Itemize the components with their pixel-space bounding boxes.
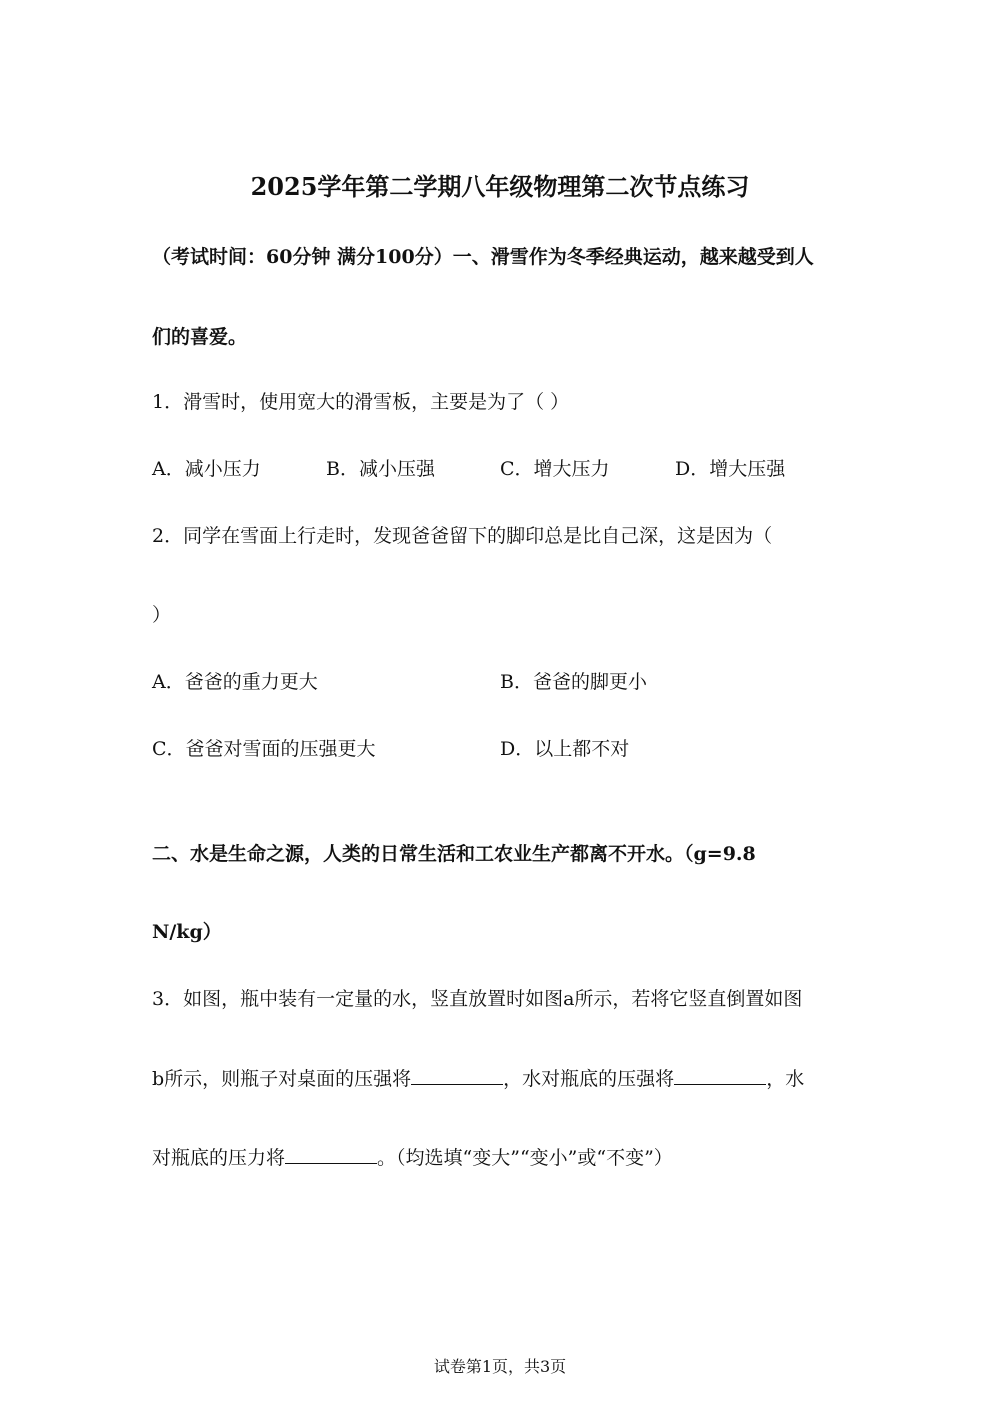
section1-heading-line1: （考试时间：60分钟 满分100分）一、滑雪作为冬季经典运动，越来越受到人 [152, 246, 814, 268]
q3-line3 [152, 1145, 673, 1170]
q3-line2-text-3: ，水 [766, 1068, 805, 1090]
q3-line3-text-1: 对瓶底的压力将 [152, 1147, 286, 1169]
answer-blank-1[interactable] [411, 1066, 503, 1085]
q3-line2-text-2: ，水对瓶底的压强将 [503, 1068, 675, 1090]
page-footer: 试卷第1页，共3页 [433, 1357, 567, 1376]
q2-stem-line2: ） [152, 604, 172, 626]
q1-option-a: A．减小压力 [152, 458, 261, 480]
section2-heading-line1: 二、水是生命之源，人类的日常生活和工农业生产都离不开水。（g=9.8 [152, 843, 756, 865]
q2-stem-line1: 2．同学在雪面上行走时，发现爸爸留下的脚印总是比自己深，这是因为（ [152, 525, 773, 547]
q1-option-d: D．增大压强 [675, 458, 786, 480]
q3-line2-text-1: b所示，则瓶子对桌面的压强将 [152, 1068, 412, 1090]
q3-line2 [152, 1066, 804, 1091]
q1-stem: 1．滑雪时，使用宽大的滑雪板，主要是为了（ ） [152, 391, 570, 413]
section2-heading-line2: N/kg） [152, 921, 222, 943]
answer-blank-3[interactable] [285, 1145, 377, 1164]
q3-line3-text-2: 。（均选填“变大”“变小”或“不变”） [377, 1147, 673, 1169]
q2-option-a: A．爸爸的重力更大 [152, 671, 318, 693]
section1-heading-line2: 们的喜爱。 [152, 326, 248, 348]
q1-option-b: B．减小压强 [326, 458, 435, 480]
q2-option-d: D．以上都不对 [500, 738, 630, 760]
q2-option-b: B．爸爸的脚更小 [500, 671, 647, 693]
page-title: 2025学年第二学期八年级物理第二次节点练习 [250, 172, 750, 201]
q3-line1: 3．如图，瓶中装有一定量的水，竖直放置时如图a所示，若将它竖直倒置如图 [152, 988, 803, 1010]
q1-option-c: C．增大压力 [500, 458, 610, 480]
answer-blank-2[interactable] [674, 1066, 766, 1085]
q2-option-c: C．爸爸对雪面的压强更大 [152, 738, 376, 760]
